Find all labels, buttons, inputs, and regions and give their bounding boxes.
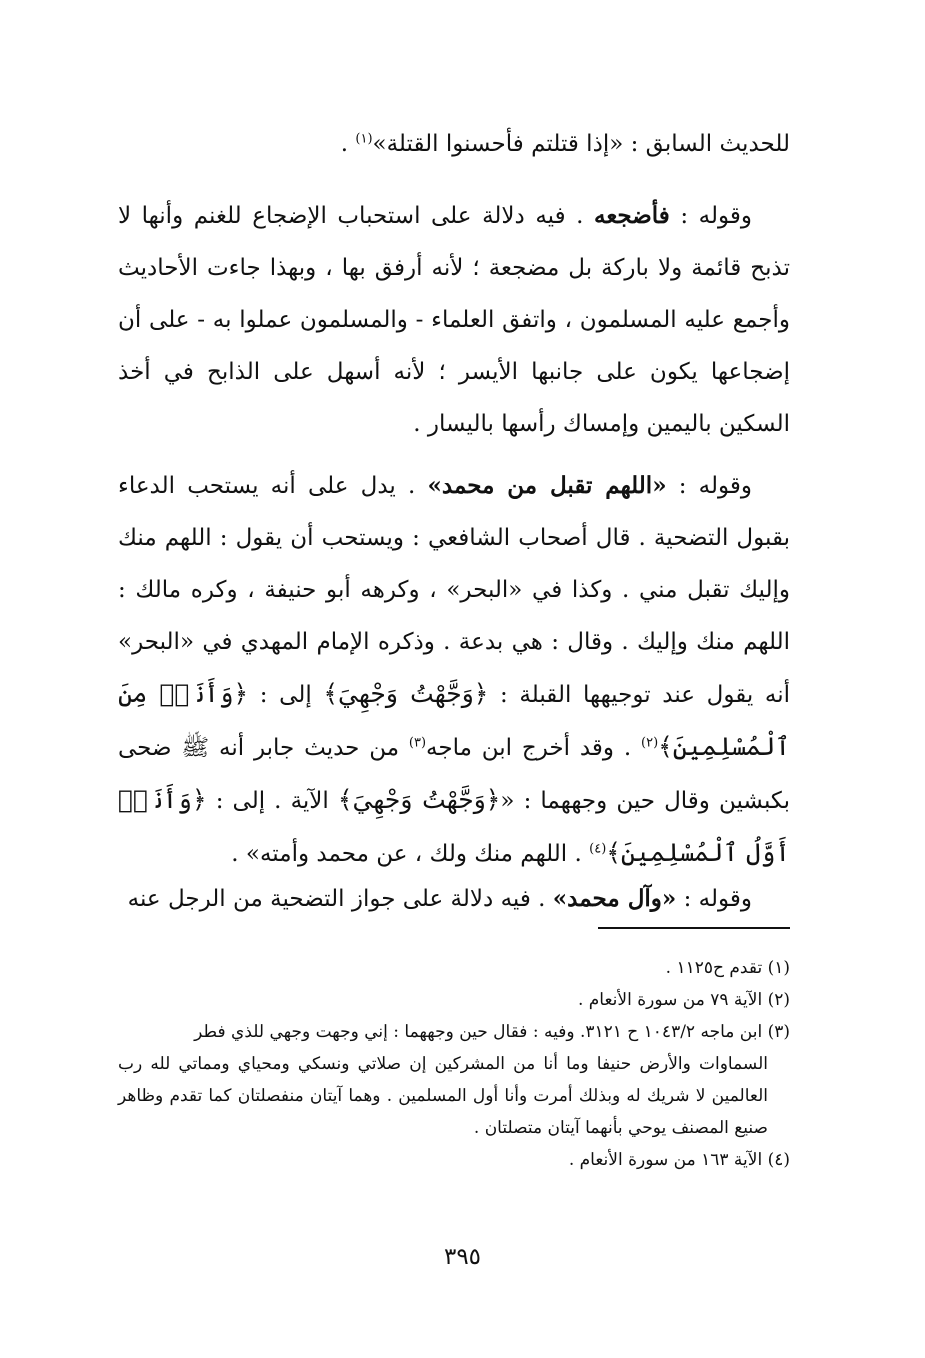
footnote-3-continued: السماوات والأرض حنيفا وما أنا من المشركين إن صلاتي ونسكي ومحياي ومماتي لله رب العالمين لا شريك له وبذلك أمرت وأنا أول المسلمين . وهما آيتان منفصلتان كما تقدم وظاهر صنيع المصنف يوحي بأنهما آيتان متصلتان .: [118, 1054, 768, 1138]
paragraph-1-end: .: [340, 131, 356, 157]
footnote-marker-1[interactable]: (١): [355, 131, 373, 147]
paragraph-3-text-3: . وقد أخرج ابن ماجه: [426, 735, 642, 761]
paragraph-4-text: . فيه دلالة على جواز التضحية من الرجل عنه: [127, 886, 553, 912]
footnote-marker-4[interactable]: (٤): [589, 841, 607, 857]
paragraph-3-text-2: إلى :: [248, 682, 324, 708]
footnote-marker-2[interactable]: (٢): [641, 735, 659, 751]
paragraph-3: [118, 460, 790, 880]
page-number: ٣٩٥: [443, 1244, 482, 1270]
footnote-3: (٣) ابن ماجه ١٠٤٣/٢ ح ٣١٢١. وفيه : فقال حين وجههما : إني وجهت وجهي للذي فطر: [194, 1022, 790, 1042]
footnote-2: (٢) الآية ٧٩ من سورة الأنعام .: [577, 990, 790, 1010]
quran-quote-1: ﴿وَجَّهْتُ وَجْهِيَ﴾: [323, 679, 489, 708]
paragraph-4-keyword: «وآل محمد»: [552, 885, 677, 912]
paragraph-2: [118, 190, 790, 450]
footnote-marker-3[interactable]: (٣): [408, 735, 427, 751]
paragraph-1: [118, 118, 790, 170]
quran-quote-4: ﴿وَأَنَا۠ أَوَّلُ ٱلْمُسْلِمِينَ﴾: [118, 785, 790, 867]
paragraph-4-lead: وقوله :: [676, 886, 752, 912]
paragraph-4: [118, 873, 790, 925]
footnote-4: (٤) الآية ١٦٣ من سورة الأنعام .: [568, 1150, 790, 1170]
paragraph-3-lead: وقوله :: [666, 473, 753, 499]
paragraph-2-text: . فيه دلالة على استحباب الإضجاع للغنم وأنها لا تذبح قائمة ولا باركة بل مضجعة ؛ لأنه أرفق بها ، وبهذا جاءت الأحاديث وأجمع عليه المسلمون ، واتفق العلماء - والمسلمون عملوا به - على أن إضجاعها يكون على جانبها الأيسر ؛ لأنه أسهل على الذابح في أخذ السكين باليمين وإمساك رأسها باليسار .: [118, 203, 790, 437]
quran-quote-3: ﴿وَجَّهْتُ وَجْهِيَ﴾: [337, 785, 501, 814]
paragraph-3-text-4: من حديث جابر أنه ﷺ ضحى بكبشين وقال حين وجههما : «: [118, 735, 790, 814]
paragraph-2-keyword: فأضجعه: [594, 202, 670, 229]
footnote-separator: [598, 927, 790, 929]
paragraph-1-text: للحديث السابق : «إذا قتلتم فأحسنوا القتلة»: [372, 131, 790, 157]
paragraph-3-keyword: «اللهم تقبل من محمد»: [427, 472, 667, 499]
footnote-1: (١) تقدم ح١١٢٥ .: [665, 958, 790, 978]
footnotes-section: [118, 952, 790, 1176]
paragraph-3-text-6: . اللهم منك ولك ، عن محمد وأمته» .: [231, 841, 590, 867]
paragraph-3-text-1: . يدل على أنه يستحب الدعاء بقبول التضحية . قال أصحاب الشافعي : ويستحب أن يقول : اللهم منك وإليك تقبل مني . وكذا في «البحر» ، وكرهه أبو حنيفة ، وكره مالك : اللهم منك وإليك . وقال : هي بدعة . وذكره الإمام المهدي في «البحر» أنه يقول عند توجيهها القبلة :: [118, 473, 790, 708]
paragraph-3-text-5: الآية . إلى :: [206, 788, 338, 814]
quran-quote-2: ﴿وَأَنَا۠ مِنَ ٱلْمُسْلِمِينَ﴾: [118, 679, 790, 761]
paragraph-2-lead: وقوله :: [669, 203, 752, 229]
